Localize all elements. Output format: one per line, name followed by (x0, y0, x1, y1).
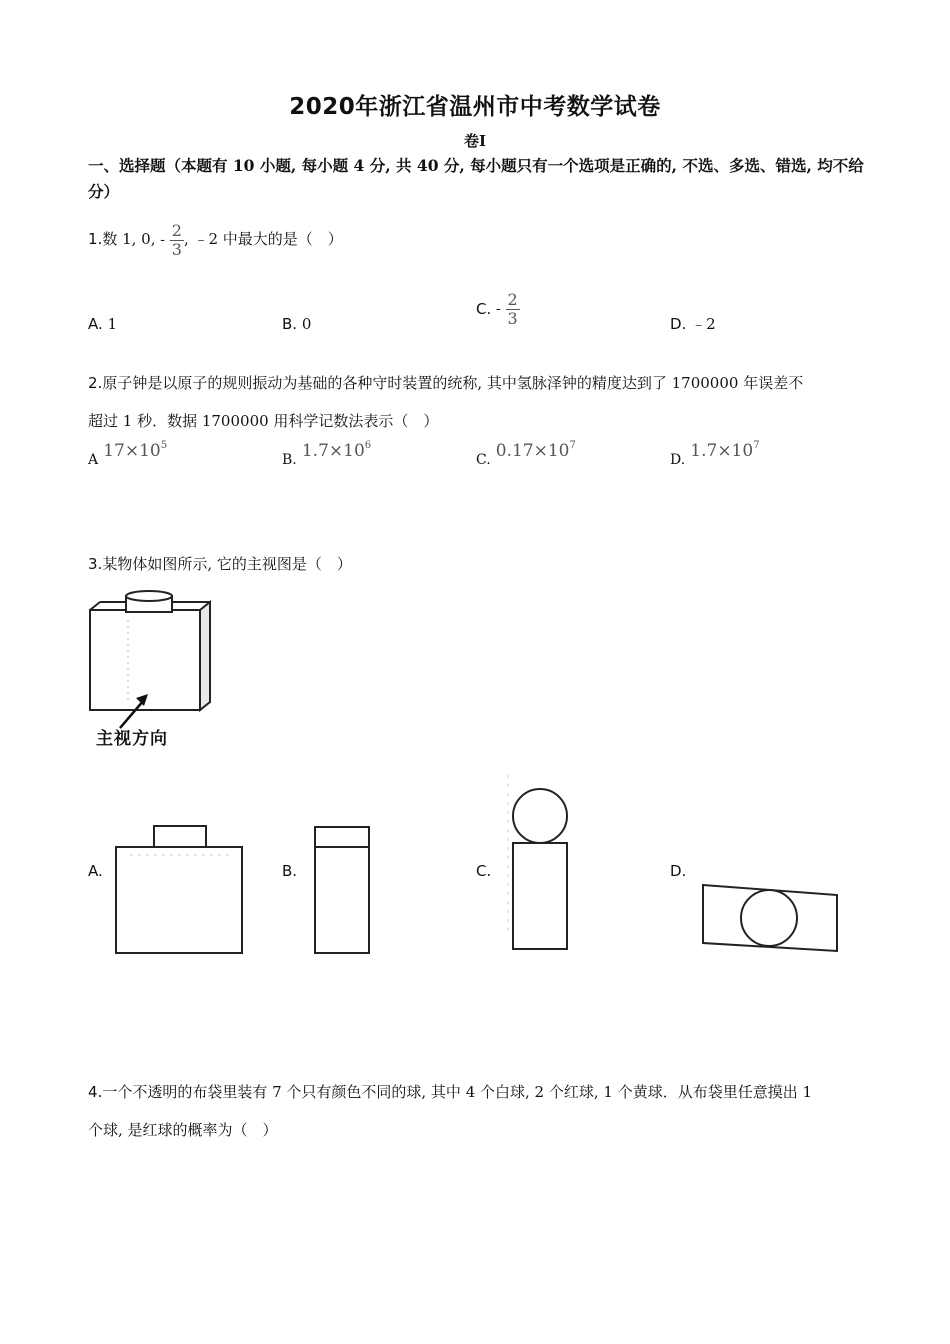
tall-rect (513, 843, 567, 949)
question-number: 1. (88, 230, 103, 248)
sci-base: 1.7×10 (301, 441, 365, 461)
sci-exponent: 7 (753, 440, 760, 451)
q3-option-c-label[interactable]: C. (476, 862, 492, 880)
q3-option-c-figure[interactable] (500, 775, 580, 955)
sci-base: 17×10 (103, 441, 161, 461)
question-4 (88, 1073, 878, 1149)
base-rect (116, 847, 242, 953)
fraction-numerator: 2 (507, 289, 518, 309)
question-text: 某物体如图所示, 它的主视图是（ ） (102, 555, 352, 573)
option-label: D. (670, 452, 686, 468)
q2-option-a[interactable] (88, 440, 168, 469)
sci-exponent: 5 (160, 440, 168, 451)
q2-option-b[interactable] (282, 440, 372, 469)
sci-notation (690, 441, 759, 461)
question-text-cont: , ﹣2 中最大的是（ ） (183, 230, 343, 248)
q3-option-b-label[interactable]: B. (282, 862, 298, 880)
sci-notation (496, 441, 576, 461)
option-label: C. (476, 300, 492, 318)
option-label: D. (670, 315, 687, 333)
sci-exponent: 7 (569, 440, 576, 451)
fraction (170, 222, 184, 259)
question-text: 原子钟是以原子的规则振动为基础的各种守时装置的统称, 其中氢脉泽钟的精度达到了 1700000 年误差不 (102, 374, 804, 392)
fraction-denominator: 3 (507, 308, 518, 328)
q3-option-d-label[interactable]: D. (670, 862, 687, 880)
option-text: 0 (301, 315, 312, 333)
fraction-numerator: 2 (171, 220, 182, 240)
sci-notation (302, 441, 371, 461)
q2-option-c[interactable] (476, 440, 576, 469)
question-number: 2. (88, 374, 103, 392)
circle (513, 789, 567, 843)
q2-option-d[interactable] (670, 440, 760, 469)
circle (741, 890, 797, 946)
negative-sign: - (160, 232, 165, 248)
tall-rect (315, 827, 369, 953)
sci-base: 1.7×10 (690, 441, 754, 461)
option-text: 1 (107, 315, 118, 333)
q1-option-a[interactable] (88, 305, 117, 343)
page-title: 2020年浙江省温州市中考数学试卷 (289, 94, 661, 120)
q3-option-b-figure[interactable] (310, 820, 380, 960)
question-text: 一个不透明的布袋里装有 7 个只有颜色不同的球, 其中 4 个白球, 2 个红球, 1 个黄球．从布袋里任意摸出 1 (102, 1083, 813, 1101)
negative-sign: - (496, 301, 501, 317)
question-number: 3. (88, 555, 103, 573)
top-rect (154, 826, 206, 847)
sci-notation (103, 441, 167, 461)
question-text-cont: 超过 1 秒．数据 1700000 用科学记数法表示（ ） (88, 412, 439, 430)
fraction-denominator: 3 (171, 239, 182, 259)
option-label: B. (282, 315, 298, 333)
option-label: A (88, 452, 99, 468)
question-text: 数 1, 0, (102, 230, 161, 248)
q3-option-d-figure[interactable] (695, 875, 845, 960)
sci-exponent: 6 (364, 440, 372, 451)
q1-option-c[interactable] (476, 289, 520, 328)
q1-option-b[interactable] (282, 305, 311, 343)
question-number: 4. (88, 1083, 103, 1101)
fraction (506, 291, 520, 328)
q3-option-a-figure[interactable] (110, 820, 250, 960)
cylinder-top (126, 591, 172, 601)
sci-base: 0.17×10 (495, 441, 570, 461)
question-2 (88, 364, 878, 440)
q1-option-d[interactable] (670, 305, 716, 343)
figure-caption: 主视方向 (96, 729, 168, 749)
box-side (200, 602, 210, 710)
option-label: A. (88, 315, 103, 333)
volume-label: 卷I (463, 132, 487, 150)
question-text-cont: 个球, 是红球的概率为（ ） (88, 1121, 278, 1139)
question-3 (88, 545, 352, 583)
option-label: C. (476, 452, 491, 468)
question-1 (88, 220, 343, 259)
option-text: ﹣2 (691, 315, 716, 333)
section-heading: 一、选择题（本题有 10 小题, 每小题 4 分, 共 40 分, 每小题只有一个选项是正确的, 不选、多选、错选, 均不给分） (88, 156, 864, 201)
q3-option-a-label[interactable]: A. (88, 862, 103, 880)
option-label: B. (282, 452, 297, 468)
